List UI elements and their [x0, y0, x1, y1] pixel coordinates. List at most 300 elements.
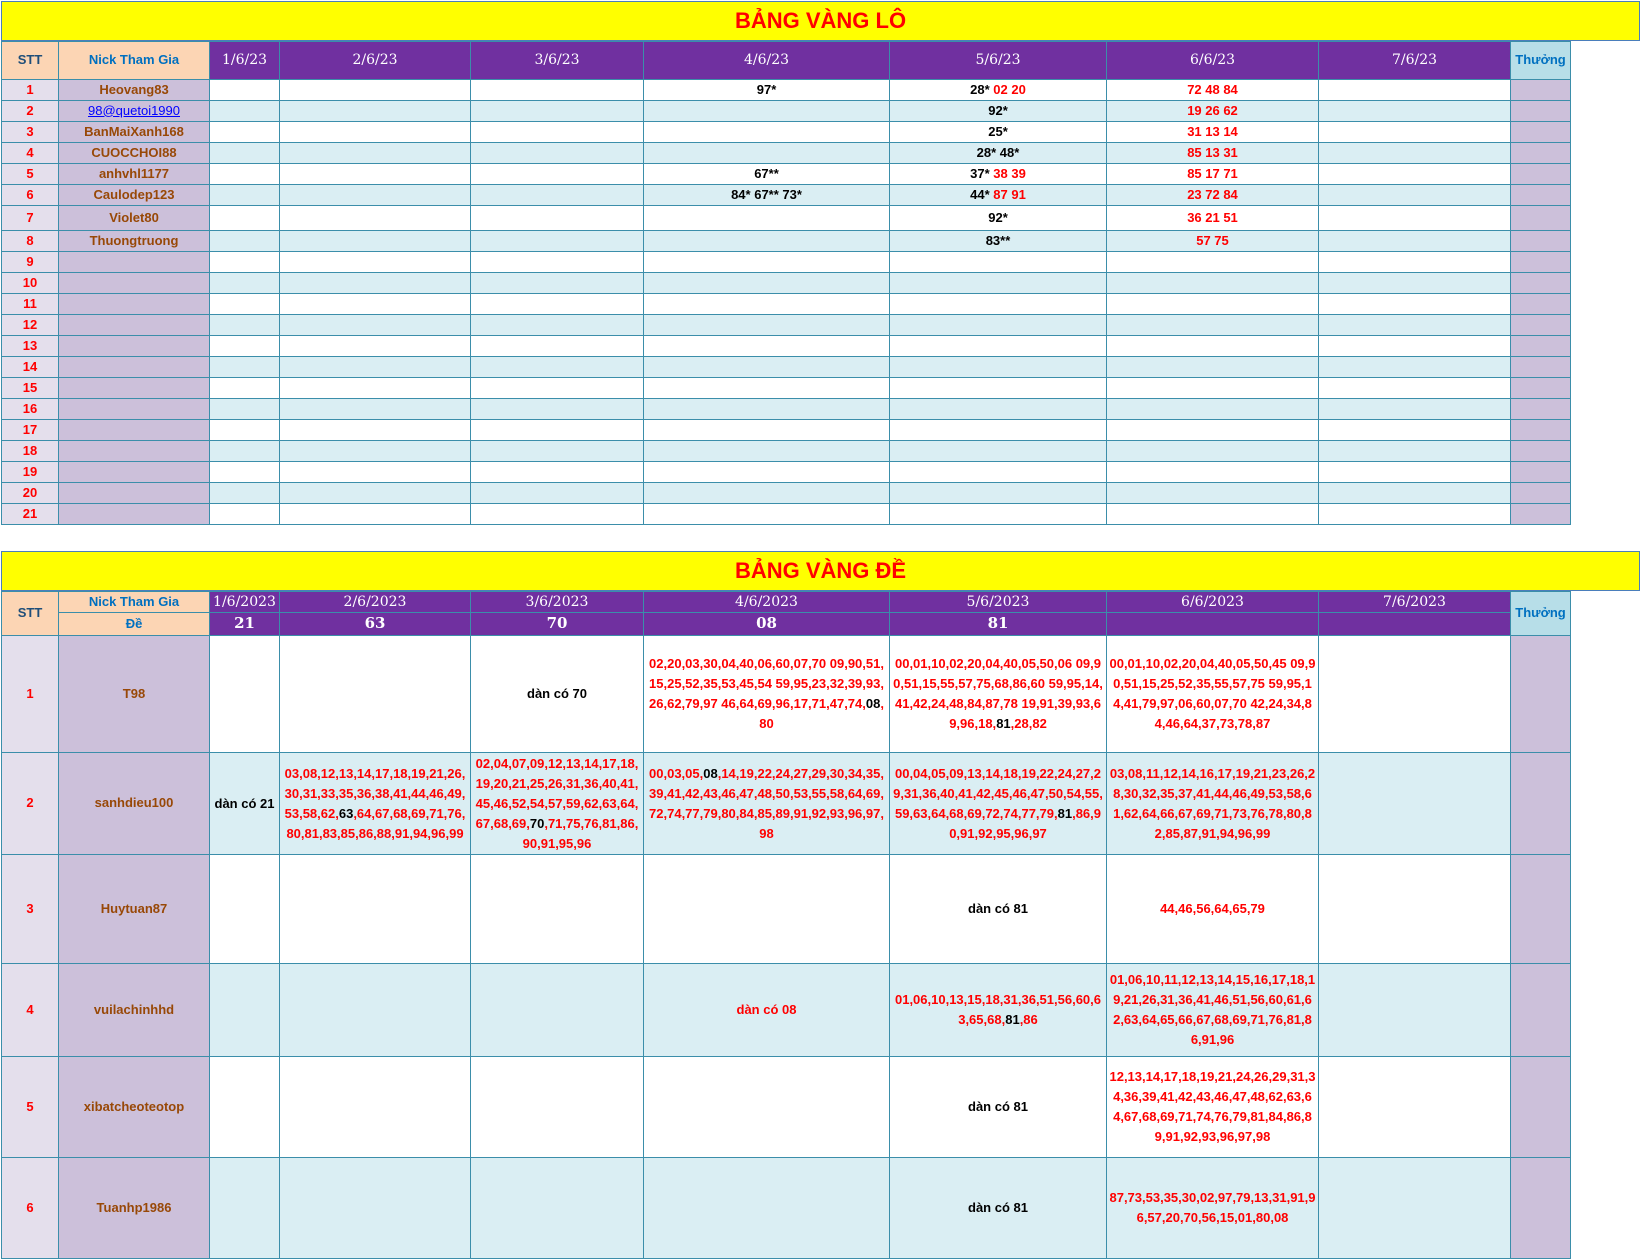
cell-segment: 38 39 [993, 165, 1026, 181]
cell-content [890, 123, 1106, 142]
lo-cell [210, 441, 280, 462]
row-nick [59, 504, 210, 525]
lo-cell [210, 399, 280, 420]
row-thuong [1511, 80, 1571, 101]
row-nick [59, 378, 210, 399]
de-cell [1107, 753, 1319, 855]
lo-cell [210, 164, 280, 185]
lo-cell [471, 504, 644, 525]
cell-segment: dàn có 81 [968, 901, 1028, 917]
header-nick: Nick Tham Gia [59, 592, 210, 613]
cell-content [890, 990, 1106, 1030]
lo-cell [890, 80, 1107, 101]
lo-cell [471, 80, 644, 101]
lo-cell [1319, 483, 1511, 504]
de-table-row [2, 753, 1571, 855]
cell-content [280, 764, 470, 844]
de-cell [1107, 964, 1319, 1057]
lo-cell [890, 483, 1107, 504]
lo-cell [1319, 206, 1511, 231]
lo-cell [471, 336, 644, 357]
cell-segment: 00,04,05,09,13,14,18,19,22,24,27,29,31,36,40,41,42,45,46,47,50,54,55,59,63,64,68,69,72,74,77,79, [893, 765, 1103, 821]
lo-cell [1319, 101, 1511, 122]
cell-segment: 31 13 14 [1187, 123, 1238, 139]
lo-cell [1107, 336, 1319, 357]
header-date: 3/6/2023 [471, 592, 644, 613]
cell-segment: ,86,90,91,92,95,96,97 [949, 805, 1102, 841]
cell-content [1107, 81, 1318, 100]
row-thuong [1511, 336, 1571, 357]
lo-cell [210, 315, 280, 336]
lo-table-row [2, 357, 1571, 378]
row-stt: 10 [2, 273, 59, 294]
cell-content [890, 165, 1106, 184]
header-nick: Nick Tham Gia [59, 42, 210, 80]
row-nick [59, 420, 210, 441]
lo-cell [890, 164, 1107, 185]
header-date: 5/6/23 [890, 42, 1107, 80]
de-cell [280, 1057, 471, 1158]
header-result [1107, 613, 1319, 636]
lo-cell [890, 441, 1107, 462]
lo-cell [644, 357, 890, 378]
row-stt: 2 [2, 101, 59, 122]
de-cell [1107, 1158, 1319, 1259]
cell-segment: 28* [970, 81, 994, 97]
de-cell [280, 636, 471, 753]
de-cell [644, 1057, 890, 1158]
lo-cell [890, 315, 1107, 336]
row-nick [59, 252, 210, 273]
lo-table-row [2, 273, 1571, 294]
lo-cell [1107, 399, 1319, 420]
row-stt: 4 [2, 143, 59, 164]
lo-cell [280, 164, 471, 185]
row-stt: 5 [2, 1057, 59, 1158]
de-cell [280, 753, 471, 855]
lo-cell [1107, 101, 1319, 122]
nick-label: BanMaiXanh168 [84, 123, 184, 139]
lo-cell [471, 315, 644, 336]
de-cell [471, 636, 644, 753]
cell-segment: ,71,75,76,81,86,90,91,95,96 [522, 815, 639, 851]
lo-cell [1319, 336, 1511, 357]
lo-cell [644, 273, 890, 294]
row-thuong [1511, 252, 1571, 273]
lo-title-banner [1, 1, 1640, 41]
lo-cell [1319, 252, 1511, 273]
cell-segment: dàn có 81 [968, 1200, 1028, 1216]
lo-cell [471, 483, 644, 504]
cell-content [644, 1000, 889, 1020]
cell-segment: 12,13,14,17,18,19,21,24,26,29,31,34,36,39,41,42,43,46,47,48,62,63,64,67,68,69,71,74,76,79,81,84,86,89,91,92,93,96,97,98 [1109, 1069, 1316, 1145]
header-thuong: Thưởng [1511, 42, 1571, 80]
cell-segment: 03,08,12,13,14,17,18,19,21,26,30,31,33,35,36,38,41,44,46,49,53,58,62, [284, 765, 466, 821]
row-nick[interactable] [59, 101, 210, 122]
lo-cell [280, 483, 471, 504]
nick-label: CUOCCHOI88 [91, 144, 177, 160]
cell-segment: 83** [985, 232, 1011, 248]
lo-cell [1107, 462, 1319, 483]
lo-cell [890, 378, 1107, 399]
row-thuong [1511, 753, 1571, 855]
de-cell [471, 1057, 644, 1158]
de-cell [210, 636, 280, 753]
lo-cell [280, 315, 471, 336]
cell-segment: 28* 48* [976, 144, 1020, 160]
lo-cell [644, 101, 890, 122]
lo-cell [471, 122, 644, 143]
lo-cell [210, 462, 280, 483]
cell-segment: 08 [865, 696, 881, 712]
row-nick [59, 143, 210, 164]
lo-cell [1319, 315, 1511, 336]
lo-cell [1107, 504, 1319, 525]
lo-cell [471, 420, 644, 441]
cell-content [890, 144, 1106, 163]
lo-table-row [2, 399, 1571, 420]
cell-content [1107, 1067, 1318, 1147]
lo-cell [644, 231, 890, 252]
de-header-row [2, 592, 1571, 613]
lo-cell [210, 483, 280, 504]
lo-cell [1107, 483, 1319, 504]
cell-segment: 02,04,07,09,12,13,14,17,18,19,20,21,25,26,31,36,40,41,45,46,52,54,57,59,62,63,64,67,68,69, [475, 755, 639, 831]
row-stt: 3 [2, 122, 59, 143]
cell-content [890, 899, 1106, 919]
lo-cell [210, 378, 280, 399]
lo-cell [280, 336, 471, 357]
cell-segment: 67** [754, 165, 779, 181]
cell-content [890, 1198, 1106, 1218]
header-stt: STT [2, 42, 59, 80]
row-stt: 21 [2, 504, 59, 525]
lo-cell [210, 185, 280, 206]
lo-cell [644, 294, 890, 315]
lo-table-row [2, 252, 1571, 273]
cell-segment: 44,46,56,64,65,79 [1160, 901, 1265, 917]
row-stt: 5 [2, 164, 59, 185]
nick-label: Caulodep123 [93, 186, 175, 202]
lo-cell [471, 185, 644, 206]
row-stt: 6 [2, 1158, 59, 1259]
cell-segment: 70 [529, 815, 545, 831]
de-table-row [2, 855, 1571, 964]
row-thuong [1511, 636, 1571, 753]
cell-content [890, 232, 1106, 251]
row-nick [59, 231, 210, 252]
row-stt: 12 [2, 315, 59, 336]
de-cell [1107, 1057, 1319, 1158]
row-thuong [1511, 399, 1571, 420]
row-stt: 14 [2, 357, 59, 378]
row-stt: 19 [2, 462, 59, 483]
header-de-label: Đề [59, 613, 210, 636]
lo-cell [644, 378, 890, 399]
de-cell [890, 1057, 1107, 1158]
de-cell [1107, 855, 1319, 964]
row-thuong [1511, 143, 1571, 164]
de-cell [890, 855, 1107, 964]
lo-cell [1107, 420, 1319, 441]
cell-segment: 02,20,03,30,04,40,06,60,07,70 09,90,51,15,25,52,35,53,45,54 59,95,23,32,39,93,26,62,79,97 46,64,69,96,17,71,47,74, [649, 656, 884, 712]
lo-cell [890, 122, 1107, 143]
de-cell [890, 753, 1107, 855]
de-cell [471, 753, 644, 855]
lo-cell [1107, 315, 1319, 336]
lo-title: BẢNG VÀNG LÔ [734, 8, 907, 33]
lo-cell [1107, 206, 1319, 231]
lo-cell [471, 143, 644, 164]
row-stt: 9 [2, 252, 59, 273]
nick-label: Thuongtruong [89, 232, 179, 248]
lo-cell [210, 80, 280, 101]
lo-cell [471, 206, 644, 231]
lo-cell [280, 231, 471, 252]
lo-cell [1319, 122, 1511, 143]
lo-cell [1107, 164, 1319, 185]
cell-segment: 01,06,10,13,15,18,31,36,51,56,60,63,65,68, [894, 992, 1102, 1028]
row-thuong [1511, 294, 1571, 315]
row-thuong [1511, 483, 1571, 504]
lo-cell [280, 378, 471, 399]
lo-cell [1319, 357, 1511, 378]
lo-cell [471, 441, 644, 462]
lo-cell [471, 399, 644, 420]
cell-content [890, 209, 1106, 228]
cell-content [1107, 899, 1318, 919]
de-cell [890, 964, 1107, 1057]
cell-segment: 00,03,05, [649, 765, 704, 781]
cell-content [644, 654, 889, 734]
lo-cell [890, 462, 1107, 483]
lo-cell [1319, 441, 1511, 462]
cell-segment: 84* 67** 73* [731, 186, 802, 202]
row-thuong [1511, 273, 1571, 294]
row-thuong [1511, 964, 1571, 1057]
lo-cell [280, 504, 471, 525]
row-nick [59, 164, 210, 185]
lo-cell [890, 357, 1107, 378]
de-cell [644, 964, 890, 1057]
lo-cell [280, 357, 471, 378]
lo-cell [890, 336, 1107, 357]
lo-cell [1107, 378, 1319, 399]
lo-cell [1107, 357, 1319, 378]
lo-table-row [2, 315, 1571, 336]
lo-cell [210, 231, 280, 252]
lo-cell [280, 101, 471, 122]
row-thuong [1511, 441, 1571, 462]
cell-segment: dàn có 81 [968, 1099, 1028, 1115]
row-stt: 7 [2, 206, 59, 231]
cell-segment: 36 21 51 [1187, 209, 1238, 225]
lo-cell [280, 143, 471, 164]
row-stt: 20 [2, 483, 59, 504]
nick-label: Heovang83 [99, 81, 169, 97]
header-thuong: Thưởng [1511, 592, 1571, 636]
lo-cell [890, 504, 1107, 525]
header-date: 1/6/2023 [210, 592, 280, 613]
lo-cell [1319, 294, 1511, 315]
cell-segment: 44* [970, 186, 994, 202]
lo-cell [644, 462, 890, 483]
lo-cell [644, 206, 890, 231]
row-thuong [1511, 185, 1571, 206]
lo-cell [280, 206, 471, 231]
de-table [1, 591, 1571, 1259]
row-thuong [1511, 101, 1571, 122]
header-result: 81 [890, 613, 1107, 636]
cell-segment: 57 75 [1196, 232, 1229, 248]
cell-content [1107, 165, 1318, 184]
row-nick [59, 206, 210, 231]
lo-cell [210, 143, 280, 164]
row-nick [59, 462, 210, 483]
lo-cell [1107, 294, 1319, 315]
lo-cell [210, 504, 280, 525]
header-date: 4/6/23 [644, 42, 890, 80]
row-stt: 8 [2, 231, 59, 252]
de-title-banner [1, 551, 1640, 591]
de-cell [210, 753, 280, 855]
row-stt: 1 [2, 636, 59, 753]
lo-table-row [2, 231, 1571, 252]
row-stt: 17 [2, 420, 59, 441]
de-cell [210, 964, 280, 1057]
row-nick [59, 315, 210, 336]
row-nick: Huytuan87 [59, 855, 210, 964]
de-cell [1319, 855, 1511, 964]
row-thuong [1511, 206, 1571, 231]
row-thuong [1511, 378, 1571, 399]
lo-cell [280, 252, 471, 273]
lo-cell [1107, 143, 1319, 164]
de-cell [210, 1057, 280, 1158]
lo-cell [210, 336, 280, 357]
header-date: 7/6/23 [1319, 42, 1511, 80]
de-cell [471, 1158, 644, 1259]
lo-cell [1319, 164, 1511, 185]
lo-cell [471, 462, 644, 483]
cell-content [1107, 232, 1318, 251]
lo-cell [210, 420, 280, 441]
row-nick [59, 185, 210, 206]
lo-cell [210, 206, 280, 231]
lo-cell [890, 273, 1107, 294]
lo-cell [890, 399, 1107, 420]
de-cell [1319, 964, 1511, 1057]
header-date: 6/6/23 [1107, 42, 1319, 80]
cell-segment: 63 [338, 805, 354, 821]
row-stt: 11 [2, 294, 59, 315]
lo-cell [1107, 80, 1319, 101]
row-thuong [1511, 231, 1571, 252]
lo-table [1, 41, 1571, 525]
lo-table-row [2, 378, 1571, 399]
lo-header-row [2, 42, 1571, 80]
header-result [1319, 613, 1511, 636]
cell-content [890, 654, 1106, 734]
cell-content [1107, 102, 1318, 121]
lo-cell [1107, 185, 1319, 206]
header-result: 08 [644, 613, 890, 636]
row-stt: 18 [2, 441, 59, 462]
lo-table-row [2, 101, 1571, 122]
lo-table-row [2, 504, 1571, 525]
cell-content [1107, 970, 1318, 1050]
nick-label: Violet80 [109, 209, 159, 225]
row-nick: xibatcheoteotop [59, 1057, 210, 1158]
lo-cell [471, 252, 644, 273]
row-thuong [1511, 420, 1571, 441]
lo-cell [890, 185, 1107, 206]
row-thuong [1511, 855, 1571, 964]
row-stt: 16 [2, 399, 59, 420]
cell-content [890, 1097, 1106, 1117]
lo-cell [644, 399, 890, 420]
cell-segment: 19 26 62 [1187, 102, 1238, 118]
lo-table-row [2, 294, 1571, 315]
cell-content [1107, 654, 1318, 734]
row-nick [59, 357, 210, 378]
de-cell [1319, 636, 1511, 753]
de-cell [210, 1158, 280, 1259]
cell-content [210, 794, 279, 814]
row-nick [59, 122, 210, 143]
row-nick [59, 294, 210, 315]
header-date: 2/6/23 [280, 42, 471, 80]
lo-cell [1319, 231, 1511, 252]
header-result: 63 [280, 613, 471, 636]
de-table-row [2, 964, 1571, 1057]
de-cell [1319, 1158, 1511, 1259]
cell-segment: 85 17 71 [1187, 165, 1238, 181]
cell-segment: 37* [970, 165, 994, 181]
lo-cell [471, 357, 644, 378]
lo-cell [644, 483, 890, 504]
nick-link[interactable]: 98@quetoi1990 [88, 102, 180, 118]
cell-segment: 87,73,53,35,30,02,97,79,13,31,91,96,57,20,70,56,15,01,80,08 [1109, 1190, 1316, 1226]
row-thuong [1511, 164, 1571, 185]
lo-table-row [2, 122, 1571, 143]
lo-cell [890, 143, 1107, 164]
lo-cell [280, 441, 471, 462]
cell-segment: 23 72 84 [1187, 186, 1238, 202]
de-cell [644, 636, 890, 753]
lo-cell [280, 294, 471, 315]
lo-table-row [2, 80, 1571, 101]
lo-cell [644, 315, 890, 336]
lo-cell [644, 122, 890, 143]
cell-content [644, 165, 889, 184]
de-table-row [2, 1057, 1571, 1158]
lo-cell [280, 399, 471, 420]
lo-table-row [2, 441, 1571, 462]
lo-cell [644, 420, 890, 441]
de-cell [280, 964, 471, 1057]
lo-cell [1319, 273, 1511, 294]
cell-segment: dàn có 21 [214, 795, 275, 811]
header-date: 4/6/2023 [644, 592, 890, 613]
lo-cell [210, 101, 280, 122]
lo-cell [890, 420, 1107, 441]
cell-content [644, 764, 889, 844]
lo-cell [1319, 462, 1511, 483]
lo-table-row [2, 206, 1571, 231]
lo-cell [1107, 252, 1319, 273]
header-stt: STT [2, 592, 59, 636]
